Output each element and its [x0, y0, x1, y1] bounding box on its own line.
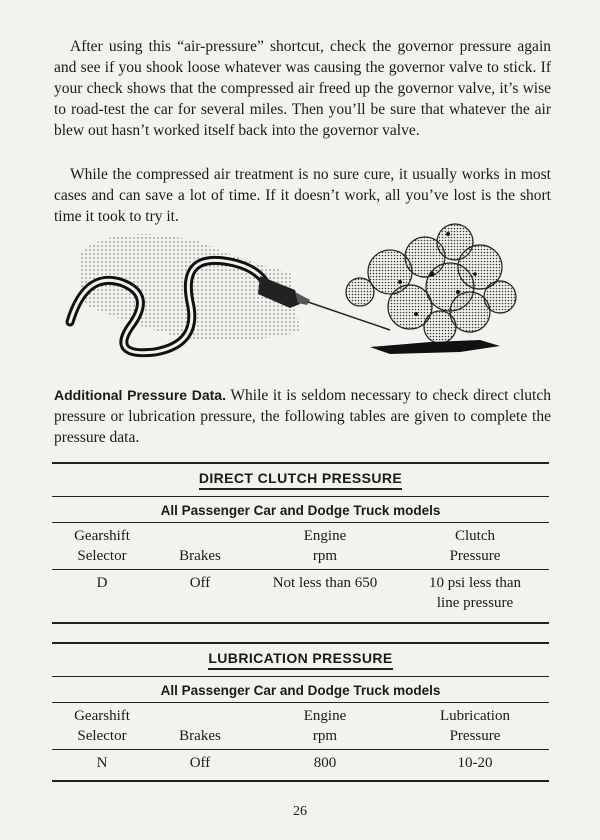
- paragraph-compressed-air-treatment: While the compressed air treatment is no sure cure, it usually works in most cases and can save a lot of time. If it doesn’t work, all you’ve lost is the short time it took to try it.: [54, 166, 551, 225]
- header-clutch-pressure: Clutch Pressure: [449, 528, 501, 564]
- header-lubrication-pressure: Lubrication Pressure: [440, 708, 510, 744]
- header-engine-rpm: Engine rpm: [303, 708, 347, 744]
- paragraph-text: While it is seldom necessary to check direct clutch pressure or lubrication pressure, the following tables are given to complete the pressure data.: [54, 387, 551, 446]
- table-rule: [52, 496, 549, 497]
- cell-selector: D: [96, 575, 108, 591]
- header-brakes: Brakes: [179, 728, 221, 744]
- cell-rpm: Not less than 650: [272, 575, 378, 591]
- table-rule: [52, 749, 549, 750]
- header-gearshift-selector: Gearshift Selector: [74, 708, 130, 744]
- table-top-rule: [52, 462, 549, 464]
- header-engine-rpm: Engine rpm: [303, 528, 347, 564]
- cell-pressure: 10-20: [457, 755, 493, 771]
- table-top-rule: [52, 642, 549, 644]
- lube-table-title: LUBRICATION PRESSURE: [52, 650, 549, 666]
- page-number: 26: [293, 804, 307, 819]
- table-rule: [52, 702, 549, 703]
- clutch-table-title: DIRECT CLUTCH PRESSURE: [52, 470, 549, 486]
- cell-pressure: 10 psi less than line pressure: [428, 575, 522, 611]
- cell-brakes: Off: [189, 575, 211, 591]
- table-rule: [52, 569, 549, 570]
- table-rule: [52, 522, 549, 523]
- header-brakes: Brakes: [179, 548, 221, 564]
- header-gearshift-selector: Gearshift Selector: [74, 528, 130, 564]
- cell-selector: N: [96, 755, 108, 771]
- paragraph-lead-heading: Additional Pressure Data.: [54, 387, 226, 403]
- table-rule: [52, 676, 549, 677]
- clutch-table-subtitle: All Passenger Car and Dodge Truck models: [160, 503, 441, 518]
- lube-table-subtitle: All Passenger Car and Dodge Truck models: [160, 683, 441, 698]
- cell-brakes: Off: [189, 755, 211, 771]
- table-bottom-rule: [52, 780, 549, 782]
- table-bottom-rule: [52, 622, 549, 624]
- cell-rpm: 800: [313, 755, 337, 771]
- paragraph-air-pressure-check: After using this “air-pressure” shortcut, check the governor pressure again and see if you shook loose whatever was causing the governor valve to stick. If your check shows that the compressed air freed up the governor valve, it’s wise to road-test the car for several miles. Then you’ll be sure that whatever the air blew out hasn’t worked itself back into the governor valve.: [54, 38, 551, 139]
- air-hose-illustration: [60, 212, 530, 372]
- paragraph-additional-pressure-data: [54, 385, 551, 448]
